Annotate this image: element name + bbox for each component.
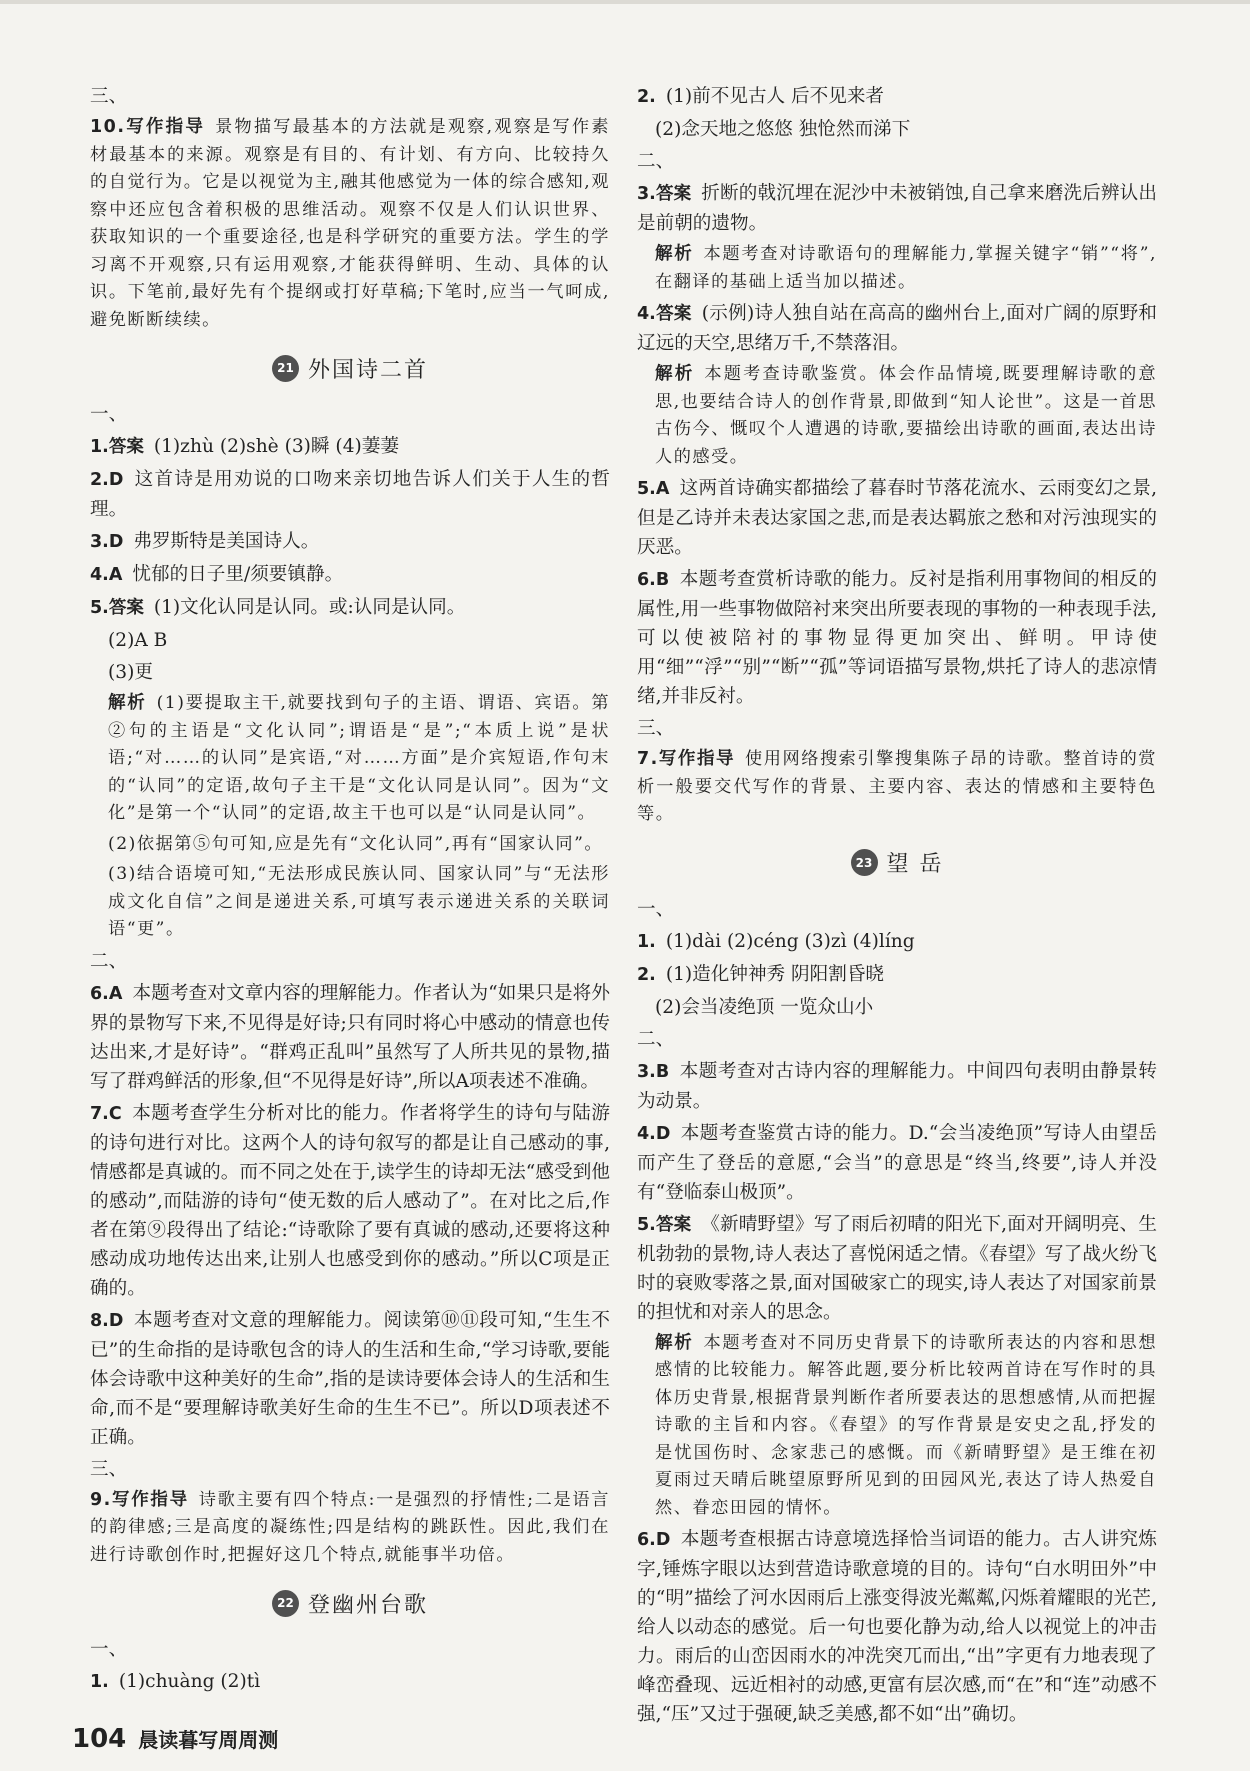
answer-label: 1. [637, 931, 656, 952]
answer-item [637, 1525, 1157, 1729]
section-number-badge: 22 [272, 1590, 299, 1617]
answer-item [637, 960, 1157, 990]
answer-item [90, 1455, 610, 1484]
answer-label: 6.A [90, 983, 123, 1004]
answer-item [637, 179, 1157, 238]
answer-item [90, 658, 610, 687]
answer-text: (2)依据第⑤句可知,应是先有“文化认同”,再有“国家认同”。 [108, 833, 604, 854]
answer-item [90, 626, 610, 655]
answer-item [90, 831, 610, 859]
answer-text: (1)前不见古人 后不见来者 [665, 86, 885, 107]
answer-text: (3)结合语境可知,“无法形成民族认同、国家认同”与“无法形成文化自信”之间是递进关系,可填写表示递进关系的关联词语“更”。 [108, 864, 610, 939]
answer-item [637, 299, 1157, 358]
answer-text: (2)念天地之悠悠 独怆然而涕下 [655, 119, 911, 140]
answer-item [90, 1306, 610, 1452]
answer-text: 三、 [637, 718, 675, 739]
answer-text: 二、 [637, 1028, 675, 1050]
answer-label: 1.答案 [90, 437, 144, 457]
answer-text: (2)会当凌绝顶 一览众山小 [655, 996, 874, 1018]
left-block-b [90, 400, 610, 1569]
answer-text: (1)zhù (2)shè (3)瞬 (4)萋萋 [153, 436, 399, 457]
answer-label: 10.写作指导 [90, 117, 206, 137]
answer-item [90, 1487, 610, 1570]
answer-text: 本题考查对不同历史背景下的诗歌所表达的内容和思想感情的比较能力。解答此题,要分析比较两首诗在写作时的具体历史背景,根据背景判断作者所要表达的思想感情,从而把握诗歌的主旨和内容。《春望》的写作背景是安史之乱,抒发的是忧国伤时、念家悲己的感慨。而《新晴野望》是王维在初夏雨过天晴后眺望原野所见到的田园风光,表达了诗人热爱自然、眷恋田园的情怀。 [655, 1332, 1158, 1518]
answer-label: 2. [637, 964, 656, 985]
answer-item [637, 361, 1157, 471]
answer-text: 一、 [90, 1639, 128, 1660]
answer-text: 二、 [90, 950, 128, 972]
section-title-21 [90, 348, 610, 388]
answer-item [637, 895, 1157, 924]
section-number-badge: 23 [851, 849, 878, 876]
answer-text: 本题考查鉴赏古诗的能力。D.“会当凌绝顶”写诗人由望岳而产生了登岳的意愿,“会当”的意思是“终当,终要”,诗人并没有“登临泰山极顶”。 [637, 1122, 1157, 1203]
answer-label: 解析 [655, 364, 695, 384]
answer-label: 7.C [90, 1103, 122, 1124]
answer-item [90, 1635, 610, 1664]
answer-label: 4.答案 [637, 304, 692, 324]
answer-text: (1)dài (2)céng (3)zì (4)líng [665, 930, 915, 952]
answer-text: 弗罗斯特是美国诗人。 [133, 531, 320, 552]
answer-text: (3)更 [108, 662, 153, 683]
answer-label: 2.D [90, 470, 124, 490]
answer-text: (2)A B [108, 630, 168, 651]
answer-item [90, 82, 610, 111]
answer-item [637, 1330, 1157, 1523]
answer-item [637, 474, 1157, 562]
answer-label: 3.D [90, 532, 124, 552]
answer-text: (示例)诗人独自站在高高的幽州台上,面对广阔的原野和辽远的天空,思绪万千,不禁落泪。 [637, 303, 1158, 354]
answer-item [90, 560, 610, 590]
answer-item [90, 400, 610, 429]
answer-item [90, 861, 610, 944]
answer-item [90, 432, 610, 462]
answer-text: 一、 [90, 404, 128, 425]
answer-text: 诗歌主要有四个特点:一是强烈的抒情性;二是语言的韵律感;三是高度的凝练性;四是结构的跳跃性。因此,我们在进行诗歌创作时,把握好这几个特点,就能事半功倍。 [90, 1489, 610, 1565]
answer-label: 6.B [637, 570, 670, 590]
answer-text: 《新晴野望》写了雨后初晴的阳光下,面对开阔明亮、生机勃勃的景物,诗人表达了喜悦闲适之情。《春望》写了战火纷飞时的衰败零落之景,面对国破家亡的现实,诗人表达了对国家前景的担忧和对亲人的思念。 [637, 1213, 1157, 1323]
answer-item [637, 565, 1157, 711]
answer-item [90, 1099, 610, 1303]
section-number-badge: 21 [272, 355, 299, 382]
answer-label: 5.答案 [90, 598, 144, 618]
answer-label: 5.答案 [637, 1214, 692, 1235]
answer-label: 解析 [108, 693, 147, 713]
answer-text: 一、 [637, 898, 675, 920]
answer-item [637, 993, 1157, 1022]
answer-text: 本题考查对诗歌语句的理解能力,掌握关键字“销”“将”,在翻译的基础上适当加以描述。 [655, 244, 1157, 292]
answer-item [90, 593, 610, 623]
answer-text: 这首诗是用劝说的口吻来亲切地告诉人们关于人生的哲理。 [90, 469, 610, 520]
section-title-text: 外国诗二首 [307, 357, 428, 383]
answer-text: 本题考查对文章内容的理解能力。作者认为“如果只是将外界的景物写下来,不见得是好诗;只有同时将心中感动的情意也传达出来,才是好诗”。“群鸡正乱叫”虽然写了人所共见的景物,描写了群鸡鲜活的形象,但“不见得是好诗”,所以A项表述不准确。 [90, 982, 610, 1092]
answer-item [637, 1210, 1157, 1327]
answer-item [637, 1057, 1157, 1116]
page-number: 104 [72, 1724, 127, 1754]
section-title-22 [90, 1583, 610, 1623]
answer-item [637, 746, 1157, 829]
answer-item [637, 147, 1157, 176]
answer-label: 2. [637, 87, 656, 107]
section-title-23 [637, 843, 1157, 883]
answer-item [637, 714, 1157, 743]
answer-text: 本题考查对古诗内容的理解能力。中间四句表明由静景转为动景。 [637, 1060, 1157, 1112]
answer-text: 本题考查对文意的理解能力。阅读第⑩⑪段可知,“生生不已”的生命指的是诗歌包含的诗人的生活和生命,“学习诗歌,要能体会诗歌中这种美好的生命”,指的是读诗要体会诗人的生活和生命,而不是“要理解诗歌美好生命的生生不已”。所以D项表述不正确。 [90, 1309, 610, 1448]
answer-label: 4.A [90, 565, 123, 585]
answer-item [90, 690, 610, 828]
answer-label: 4.D [637, 1123, 671, 1144]
answer-text: (1)文化认同是认同。或:认同是认同。 [153, 597, 466, 618]
answer-text: 三、 [90, 86, 128, 107]
answer-item [637, 927, 1157, 957]
answer-label: 1. [90, 1672, 109, 1692]
answer-item [637, 82, 1157, 112]
answer-item [637, 1119, 1157, 1207]
answer-item [90, 947, 610, 976]
answer-label: 6.D [637, 1530, 671, 1550]
left-column [90, 82, 610, 1697]
left-block-c [90, 1635, 610, 1697]
answer-text: 本题考查根据古诗意境选择恰当词语的能力。古人讲究炼字,锤炼字眼以达到营造诗歌意境的目的。诗句“白水明田外”中的“明”描绘了河水因雨后上涨变得波光粼粼,闪烁着耀眼的光芒,给人以动态的感觉。后一句也要化静为动,给人以视觉上的冲击力。雨后的山峦因雨水的冲洗突兀而出,“出”字更有力地表现了峰峦叠现、远近相衬的动感,更富有层次感,而“在”和“连”动感不强,“压”又过于强硬,缺乏美感,都不如“出”确切。 [637, 1529, 1157, 1725]
answer-label: 3.答案 [637, 184, 692, 204]
section-title-text: 登幽州台歌 [307, 1592, 428, 1618]
answer-item [90, 527, 610, 557]
answer-item [90, 465, 610, 524]
right-block-b [637, 895, 1157, 1730]
book-title: 晨读暮写周周测 [138, 1728, 279, 1752]
answer-text: 本题考查赏析诗歌的能力。反衬是指利用事物间的相反的属性,用一些事物做陪衬来突出所要表现的事物的一种表现手法,可以使被陪衬的事物显得更加突出、鲜明。甲诗使用“细”“浮”“别”“断”“孤”等词语描写景物,烘托了诗人的悲凉情绪,并非反衬。 [637, 569, 1157, 707]
section-title-text: 望 岳 [886, 852, 944, 877]
right-column [637, 82, 1157, 1729]
answer-text: 二、 [637, 151, 675, 172]
answer-label: 9.写作指导 [90, 1489, 189, 1510]
answer-label: 7.写作指导 [637, 749, 736, 769]
answer-label: 5.A [637, 479, 670, 499]
answer-text: (1)chuàng (2)tì [118, 1671, 261, 1692]
answer-text: 本题考查学生分析对比的能力。作者将学生的诗句与陆游的诗句进行对比。这两个人的诗句叙写的都是让自己感动的事,情感都是真诚的。而不同之处在于,读学生的诗却无法“感受到他的感动”,而陆游的诗句“使无数的后人感动了”。在对比之后,作者在第⑨段得出了结论:“诗歌除了要有真诚的感动,还要将这种感动成功地传达出来,让别人也感受到你的感动。”所以C项是正确的。 [90, 1102, 610, 1299]
page-footer [72, 1724, 278, 1754]
answer-label: 3.B [637, 1061, 670, 1082]
right-block-a [637, 82, 1157, 829]
answer-item [637, 1025, 1157, 1054]
answer-text: 折断的戟沉埋在泥沙中未被销蚀,自己拿来磨洗后辨认出是前朝的遗物。 [637, 183, 1157, 234]
answer-item [637, 115, 1157, 144]
answer-text: 忧郁的日子里/须要镇静。 [132, 564, 344, 585]
left-block-a [90, 82, 610, 334]
answer-text: (1)造化钟神秀 阴阳割昏晓 [665, 963, 885, 985]
top-edge [0, 0, 1250, 4]
answer-item [637, 241, 1157, 296]
answer-text: 使用网络搜索引擎搜集陈子昂的诗歌。整首诗的赏析一般要交代写作的背景、主要内容、表达的情感和主要特色等。 [637, 749, 1157, 824]
answer-text: 景物描写最基本的方法就是观察,观察是写作素材最基本的来源。观察是有目的、有计划、有方向、比较持久的自觉行为。它是以视觉为主,融其他感觉为一体的综合感知,观察中还应包含着积极的思维活动。观察不仅是人们认识世界、获取知识的一个重要途径,也是科学研究的重要方法。学生的学习离不开观察,只有运用观察,才能获得鲜明、生动、具体的认识。下笔前,最好先有个提纲或打好草稿;下笔时,应当一气呵成,避免断断续续。 [90, 117, 610, 330]
answer-item [90, 1667, 610, 1697]
answer-text: 这两首诗确实都描绘了暮春时节落花流水、云雨变幻之景,但是乙诗并未表达家国之悲,而是表达羁旅之愁和对污浊现实的厌恶。 [637, 478, 1157, 558]
answer-item [90, 114, 610, 334]
answer-text: (1)要提取主干,就要找到句子的主语、谓语、宾语。第②句的主语是“文化认同”;谓语是“是”;“本质上说”是状语;“对……的认同”是宾语,“对……方面”是介宾短语,作句末的“认同”的定语,故句子主干是“文化认同是认同”。因为“文化”是第一个“认同”的定语,故主干也可以是“认同是认同”。 [108, 693, 611, 823]
answer-label: 解析 [655, 244, 694, 264]
answer-item [90, 979, 610, 1096]
answer-text: 本题考查诗歌鉴赏。体会作品情境,既要理解诗歌的意思,也要结合诗人的创作背景,即做到“知人论世”。这是一首思古伤今、慨叹个人遭遇的诗歌,要描绘出诗歌的画面,表达出诗人的感受。 [655, 364, 1158, 467]
answer-label: 8.D [90, 1310, 124, 1331]
answer-text: 三、 [90, 1458, 128, 1480]
answer-label: 解析 [655, 1332, 694, 1353]
